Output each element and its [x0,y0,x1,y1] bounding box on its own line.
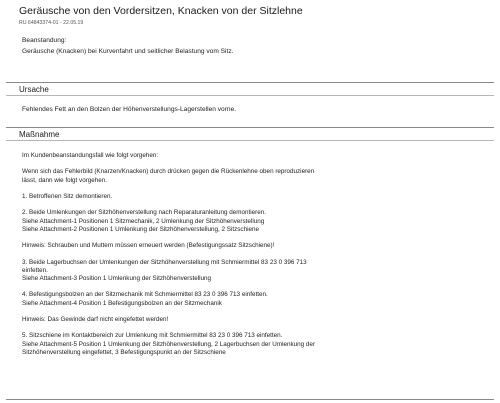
instruction-line: 2. Beide Umlenkungen der Sitzhöhenverstellung nach Reparaturanleitung demontieren. [22,209,266,217]
cause-section-header [6,82,494,96]
instruction-line: Hinweis: Das Gewinde darf nicht eingefettet werden! [22,316,169,324]
instruction-line: einfetten. [22,266,48,274]
instruction-line: Siehe Attachment-2 Positionen 1 Umlenkung der Sitzhöhenverstellung, 2 Sitzschiene [22,225,259,233]
instruction-line: Wenn sich das Fehlerbild (Knarzen/Knacken) durch drücken gegen die Rückenlehne oben reproduzieren [22,168,315,176]
blank-line [22,201,482,209]
blank-line [22,250,482,258]
instruction-line: Im Kundenbeanstandungsfall wie folgt vorgehen: [22,152,159,159]
document-reference: RU 64843374-01 - 22.05.19 [19,20,84,26]
instruction-line: Hinweis: Schrauben und Muttern müssen erneuert werden (Befestigungssatz Sitzschiene)! [22,242,275,250]
instruction-line: lässt, dann wie folgt vorgehen. [22,176,108,184]
bottom-divider [6,399,494,400]
measure-section-header [6,127,494,141]
blank-line [22,160,482,168]
measure-heading: Maßnahme [19,130,60,139]
cause-heading: Ursache [19,85,49,94]
instruction-line: Siehe Attachment-3 Position 1 Umlenkung der Sitzhöhenverstellung [22,275,212,283]
blank-line [22,324,482,332]
instruction-line: Siehe Attachment-1 Positionen 1 Sitzmechanik, 2 Umlenkung der Sitzhöhenverstellung [22,217,265,225]
instruction-line: Siehe Attachment-5 Position 1 Umlenkung der Sitzhöhenverstellung, 2 Lagerbuchsen der Umlenkung der [22,340,315,348]
blank-line [22,283,482,291]
blank-line [22,308,482,316]
blank-line [22,234,482,242]
instruction-line: 3. Beide Lagerbuchsen der Umlenkungen der Sitzhöhenverstellung mit Schmiermittel 83 23 0 396 713 [22,258,307,266]
instruction-line: Siehe Attachment-4 Position 1 Befestigungsbolzen an der Sitzmechanik [22,299,222,307]
page-title: Geräusche von den Vordersitzen, Knacken von der Sitzlehne [19,5,303,17]
instruction-line: 5. Sitzschiene im Kontaktbereich zur Umlenkung mit Schmiermittel 83 23 0 396 713 einfetten. [22,332,283,340]
complaint-text: Geräusche (Knacken) bei Kurvenfahrt und seitlicher Belastung vom Sitz. [22,48,234,55]
measure-instructions [22,152,482,357]
instruction-line: Sitzhöhenverstellung eingefettet, 3 Befestigungspunkt an der Sitzschiene [22,348,226,356]
complaint-label: Beanstandung: [22,37,67,44]
instruction-line: 4. Befestigungsbolzen an der Sitzmechanik mit Schmiermittel 83 23 0 396 713 einfetten. [22,291,268,299]
blank-line [22,185,482,193]
cause-text: Fehlendes Fett an den Bolzen der Höhenverstellungs-Lagerstellen vorne. [22,106,237,113]
instruction-line: 1. Betroffenen Sitz demontieren. [22,193,113,201]
